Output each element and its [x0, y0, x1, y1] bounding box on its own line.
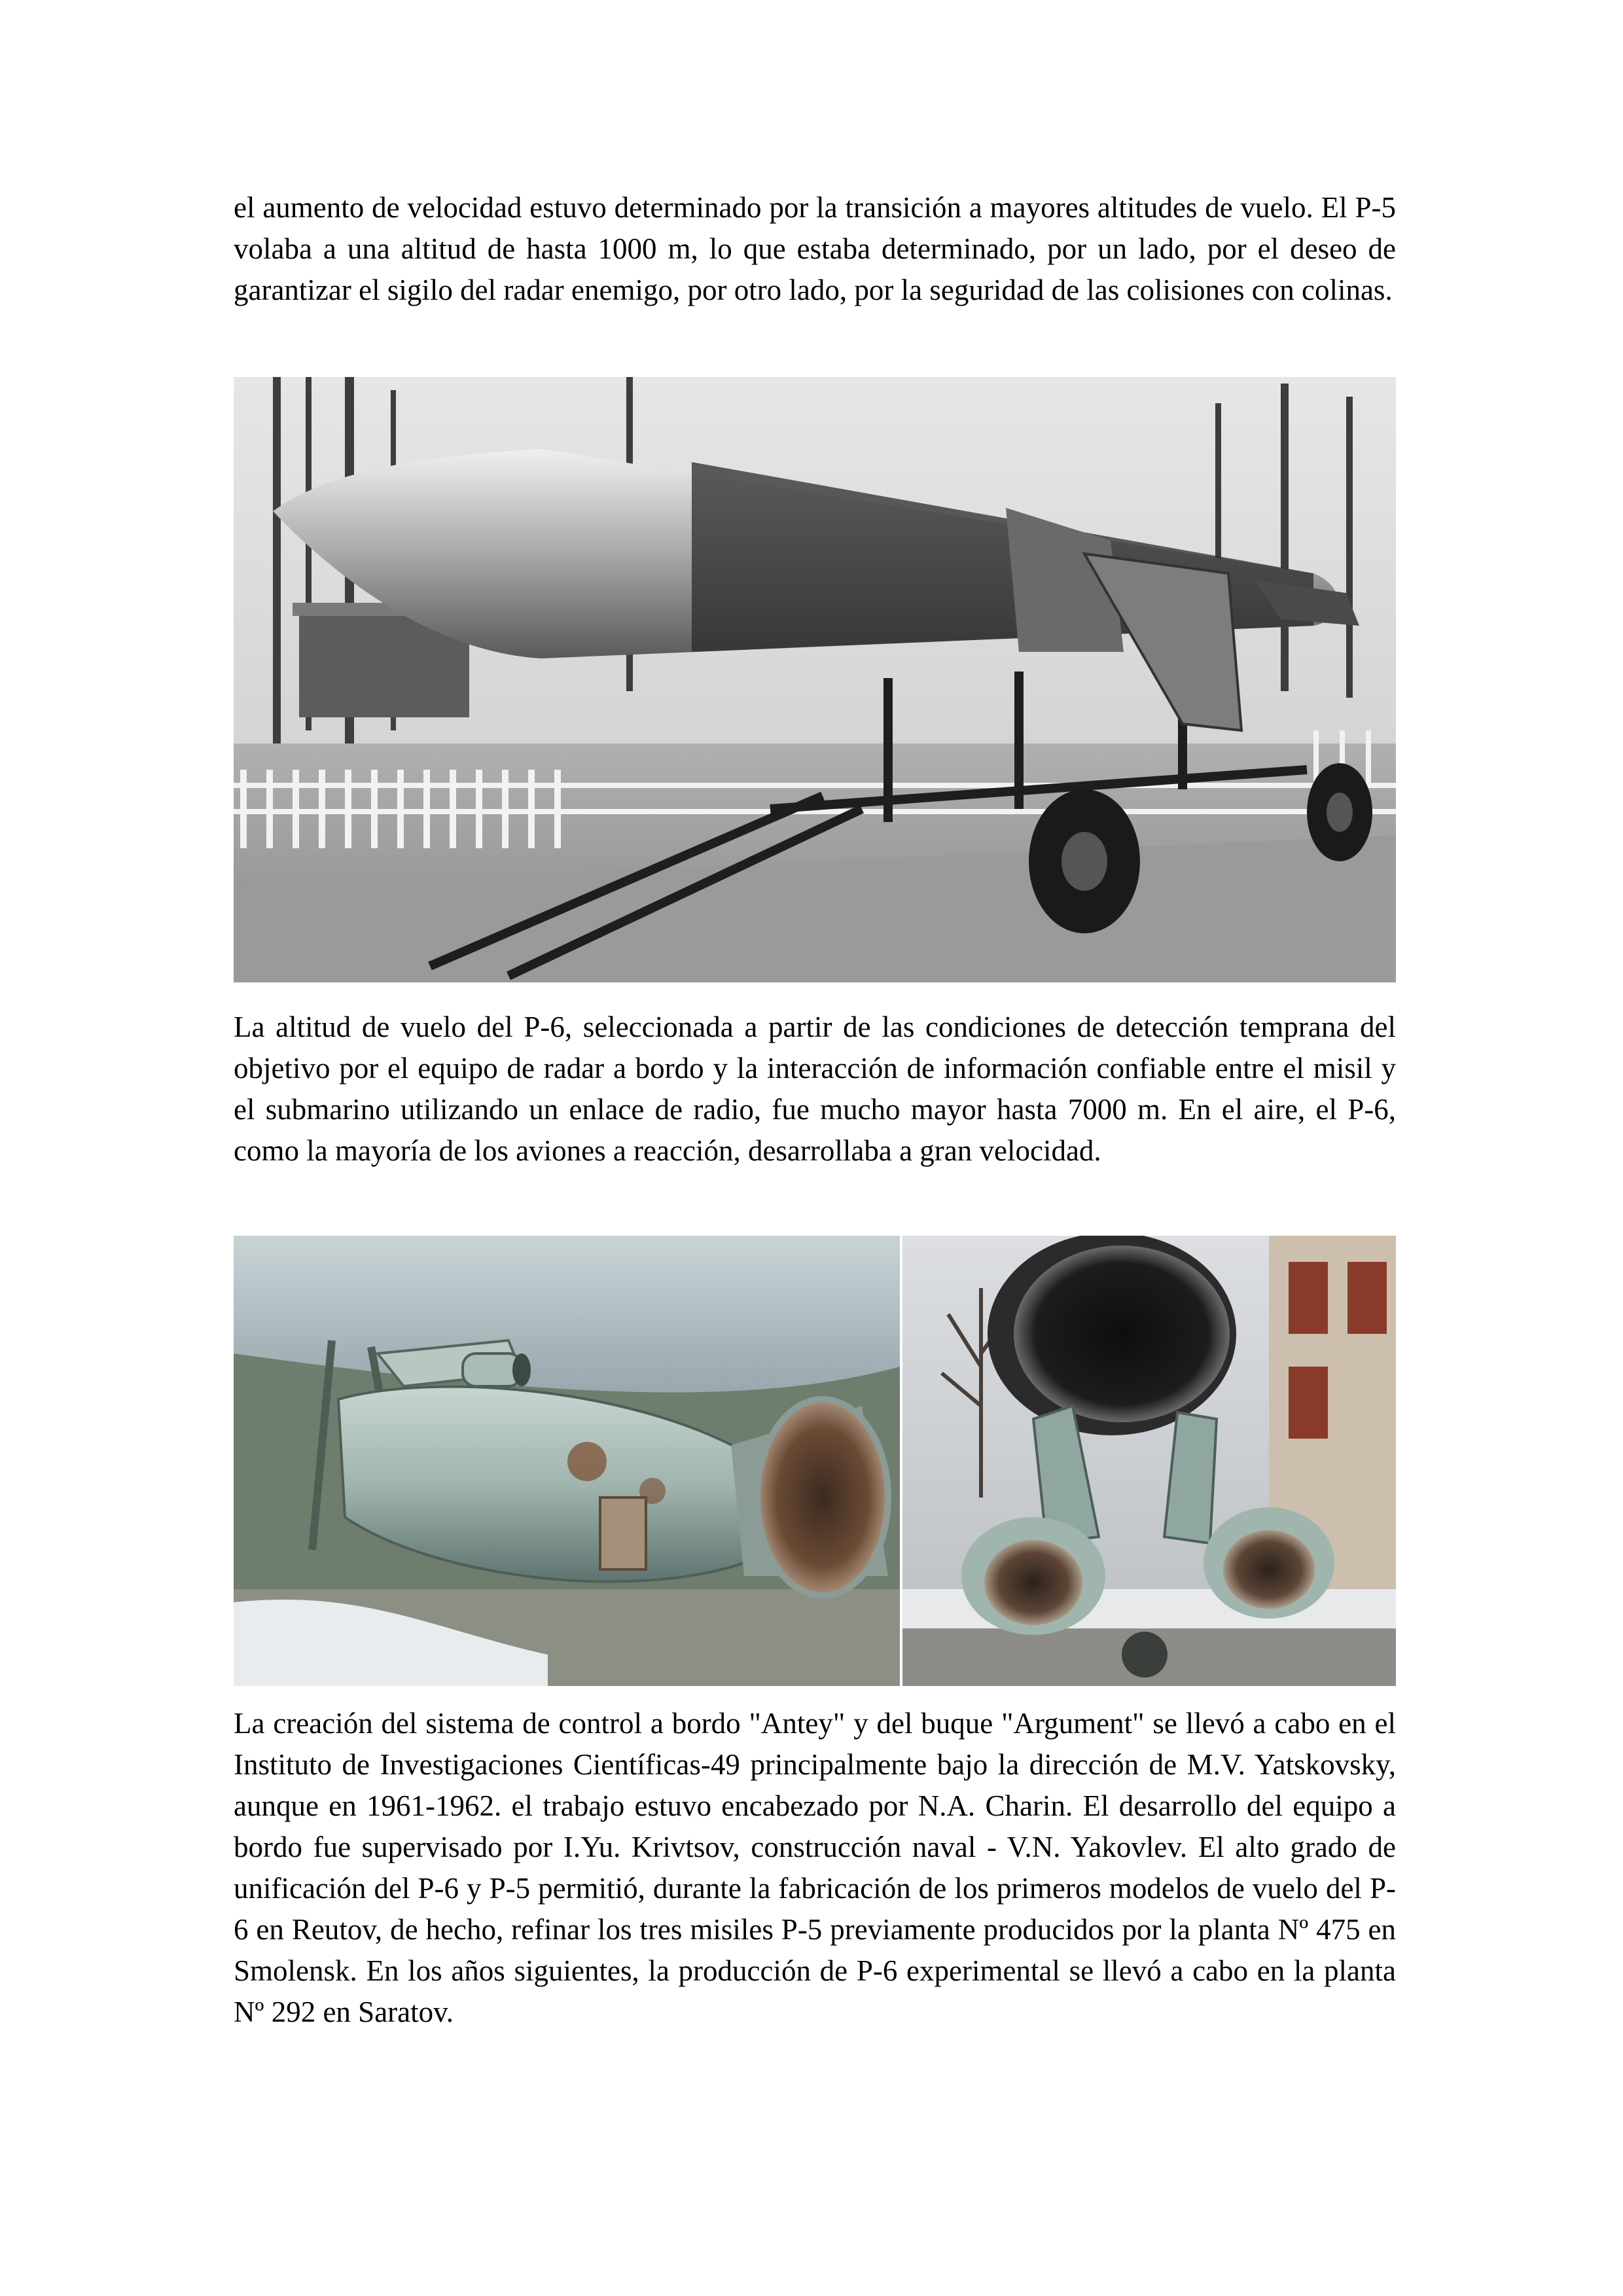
missile-trailer-illustration [234, 377, 1396, 982]
engine-side-illustration [234, 1236, 900, 1686]
paragraph-altitude-p5: el aumento de velocidad estuvo determinado por la transición a mayores altitudes de vuelo. El P-5 volaba a una altitud de hasta 1000 m, lo que estaba determinado, por un lado, por el deseo de garantizar el sigilo del radar enemigo, por otro lado, por la seguridad de las colisiones con colinas. [234, 191, 1396, 306]
paragraph-development-history: La creación del sistema de control a bordo "Antey" y del buque "Argument" se llevó a cabo en el Instituto de Investigaciones Científicas-49 principalmente bajo la dirección de M.V. Yatskovsky, aunque en 1961-1962. el trabajo estuvo encabezado por N.A. Charin. El desarrollo del equipo a bordo fue supervisado por I.Yu. Krivtsov, construcción naval - V.N. Yakovlev. El alto grado de unificación del P-6 y P-5 permitió, durante la fabricación de los primeros modelos de vuelo del P-6 en Reutov, de hecho, refinar los tres misiles P-5 previamente producidos por la planta Nº 475 en Smolensk. En los años siguientes, la producción de P-6 experimental se llevó a cabo en la planta Nº 292 en Saratov. [234, 1707, 1396, 2028]
photo-engine-side-view [234, 1236, 900, 1686]
paragraph-altitude-p6: La altitud de vuelo del P-6, seleccionada a partir de las condiciones de detección temprana del objetivo por el equipo de radar a bordo y la interacción de información confiable entre el misil y el submarino utilizando un enlace de radio, fue mucho mayor hasta 7000 m. En el aire, el P-6, como la mayoría de los aviones a reacción, desarrollaba a gran velocidad. [234, 1011, 1396, 1167]
engine-rear-illustration [902, 1236, 1396, 1686]
photo-p5-missile-on-trailer [234, 377, 1396, 982]
photo-engine-rear-view [902, 1236, 1396, 1686]
